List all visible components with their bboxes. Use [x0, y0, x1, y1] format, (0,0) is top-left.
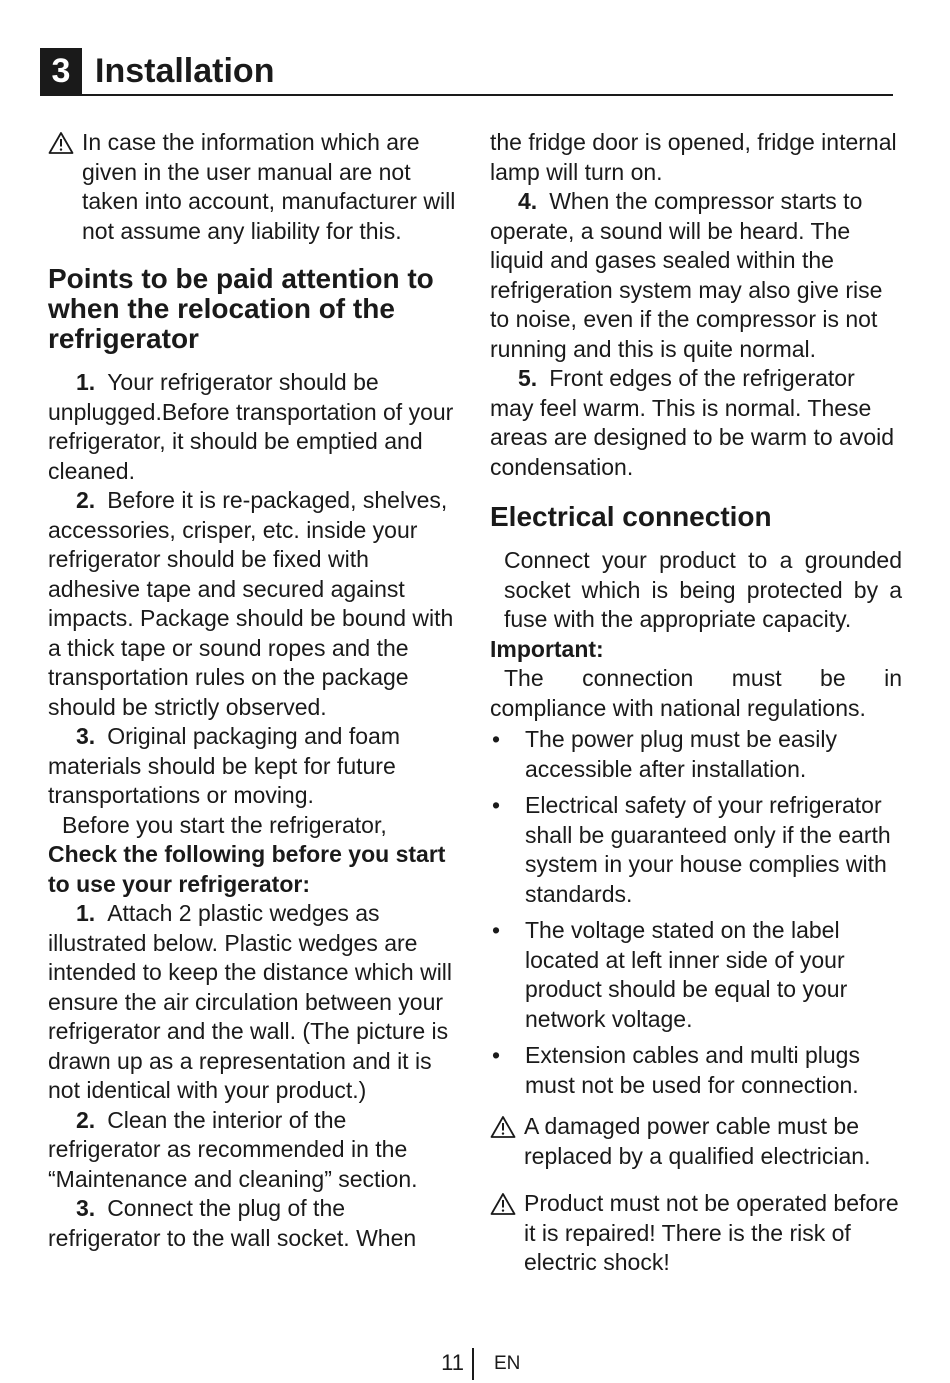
warning-triangle-icon [48, 131, 74, 155]
before-start-text: Before you start the refrigerator, [62, 811, 387, 838]
chapter-number-badge: 3 [40, 48, 82, 94]
check-heading: Check the following before you start to use your refrigerator: [48, 841, 446, 897]
check-item: 1. Attach 2 plastic wedges as illustrated below. Plastic wedges are intended to keep the distance which will ensure the air circulation between your refrigerator and the wall. (The picture is drawn up as a representation and it is not identical with your product.) [48, 900, 453, 1103]
continued-text: the fridge door is opened, fridge internal lamp will turn on. [490, 129, 897, 185]
relocation-item: 3. Original packaging and foam materials should be kept for future transportations or moving. [48, 723, 400, 808]
check-item: 4. When the compressor starts to operate, a sound will be heard. The liquid and gases sealed within the refrigeration system may also give rise to noise, even if the compressor is not running and this is quite normal. [490, 188, 883, 362]
bullet-dot: • [492, 726, 501, 752]
footer-divider [472, 1348, 474, 1380]
electrical-heading: Electrical connection [490, 501, 772, 532]
chapter-title: Installation [95, 52, 275, 90]
warning-text: A damaged power cable must be replaced by a qualified electrician. [524, 1113, 871, 1169]
language-code: EN [494, 1353, 521, 1374]
warning-triangle-icon [490, 1192, 516, 1216]
bullet-item: • The voltage stated on the label located at left inner side of your product should be equal to your network voltage. [492, 917, 848, 1032]
page-number: 11 [441, 1350, 464, 1375]
warning-triangle-icon [490, 1115, 516, 1139]
bullet-item: • The power plug must be easily accessible after installation. [492, 726, 837, 782]
warning-text: In case the information which are given in the user manual are not taken into account, manufacturer will not assume any liability for this. [82, 129, 456, 244]
right-column [490, 128, 902, 1296]
shock-risk-warning [490, 1189, 902, 1278]
bullet-dot: • [492, 792, 501, 818]
important-text-line2: compliance with national regulations. [490, 694, 866, 721]
check-item: 5. Front edges of the refrigerator may feel warm. This is normal. These areas are designed to be warm to avoid condensation. [490, 365, 895, 480]
chapter-header [40, 48, 893, 96]
bullet-dot: • [492, 917, 501, 943]
important-text-line1: The connection must be in [504, 665, 902, 691]
warning-text: Product must not be operated before it is repaired! There is the risk of electric shock! [524, 1190, 899, 1275]
relocation-item: 1. Your refrigerator should be unplugged.Before transportation of your refrigerator, it should be emptied and cleaned. [48, 369, 454, 484]
check-item: 2. Clean the interior of the refrigerator as recommended in the “Maintenance and cleaning” section. [48, 1106, 418, 1192]
electrical-bullets [490, 725, 902, 1100]
electrical-intro: Connect your product to a grounded socket which is being protected by a fuse with the appropriate capacity. [504, 547, 902, 632]
page-footer [0, 1348, 950, 1378]
left-column [48, 128, 460, 1253]
liability-warning [48, 128, 460, 246]
bullet-item: • Electrical safety of your refrigerator shall be guaranteed only if the earth system in your house complies with standards. [492, 792, 891, 907]
relocation-heading: Points to be paid attention to when the relocation of the refrigerator [48, 263, 434, 354]
check-item: 3. Connect the plug of the refrigerator to the wall socket. When [48, 1195, 417, 1251]
relocation-item: 2. Before it is re-packaged, shelves, accessories, crisper, etc. inside your refrigerator should be fixed with adhesive tape and secured against impacts. Package should be bound with a thick tape or sound ropes and the transportation rules on the package should be strictly observed. [48, 487, 454, 720]
bullet-item: • Extension cables and multi plugs must not be used for connection. [492, 1042, 860, 1098]
power-cable-warning [490, 1112, 902, 1171]
important-label: Important: [490, 635, 604, 662]
bullet-dot: • [492, 1042, 501, 1068]
